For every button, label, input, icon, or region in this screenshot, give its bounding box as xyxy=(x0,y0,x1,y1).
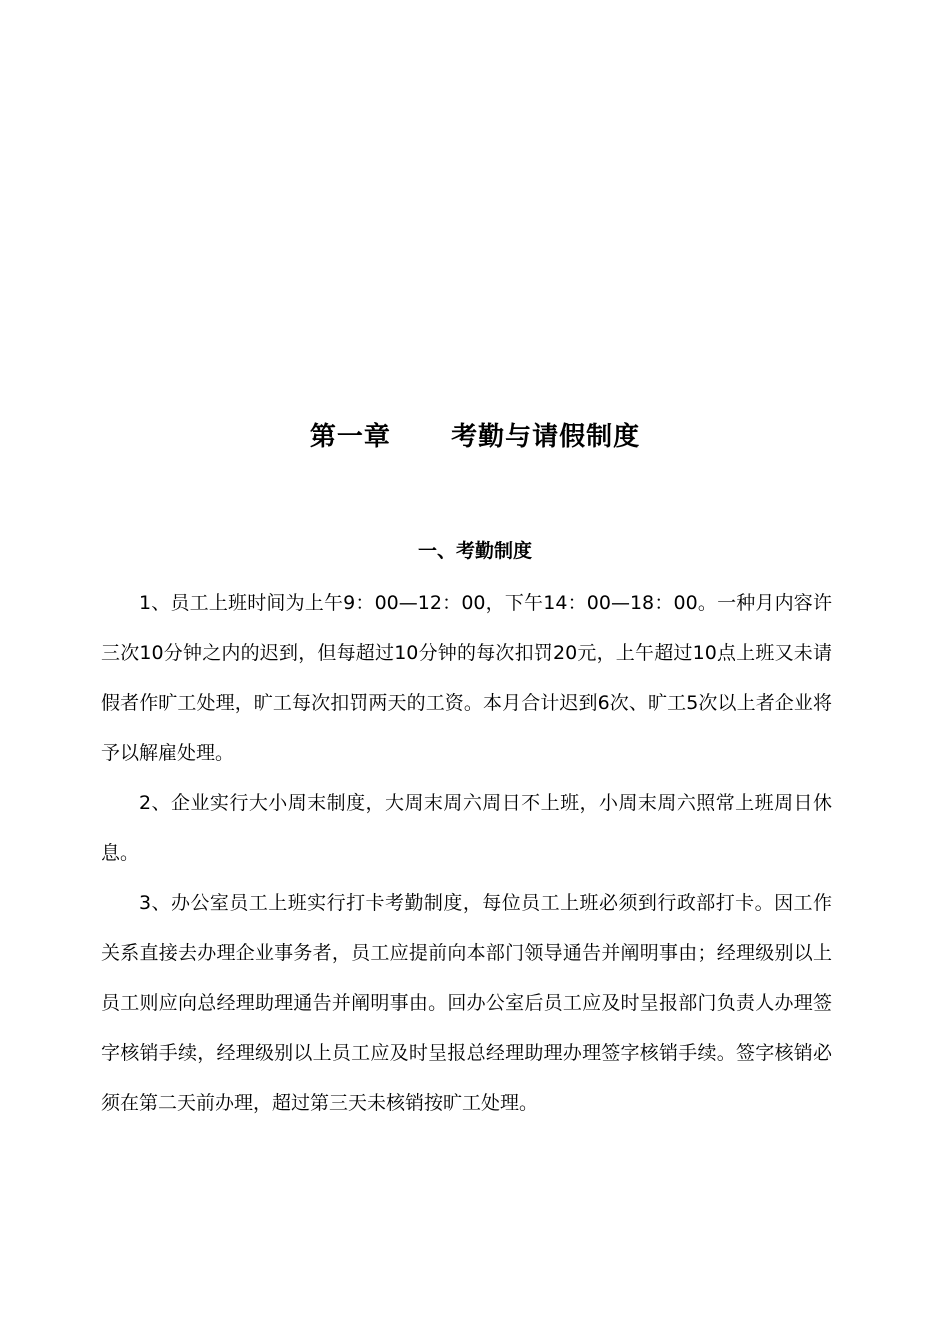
chapter-title: 第一章 考勤与请假制度 xyxy=(309,422,641,452)
section-title: 一、考勤制度 xyxy=(417,540,532,562)
paragraph-3: 3、办公室员工上班实行打卡考勤制度，每位员工上班必须到行政部打卡。因工作关系直接去办理企业事务者，员工应提前向本部门领导通告并阐明事由；经理级别以上员工则应向总经理助理通告并阐明事由。回办公室后员工应及时呈报部门负责人办理签字核销手续，经理级别以上员工应及时呈报总经理助理办理签字核销手续。签字核销必须在第二天前办理，超过第三天未核销按旷工处理。 xyxy=(101,892,832,1114)
paragraph-2: 2、企业实行大小周末制度，大周末周六周日不上班，小周末周六照常上班周日休息。 xyxy=(101,792,832,864)
body-text xyxy=(101,578,832,1128)
paragraph-1: 1、员工上班时间为上午9：00—12：00，下午14：00—18：00。一种月内容许三次10分钟之内的迟到，但每超过10分钟的每次扣罚20元，上午超过10点上班又未请假者作旷工处理，旷工每次扣罚两天的工资。本月合计迟到6次、旷工5次以上者企业将予以解雇处理。 xyxy=(101,592,832,764)
